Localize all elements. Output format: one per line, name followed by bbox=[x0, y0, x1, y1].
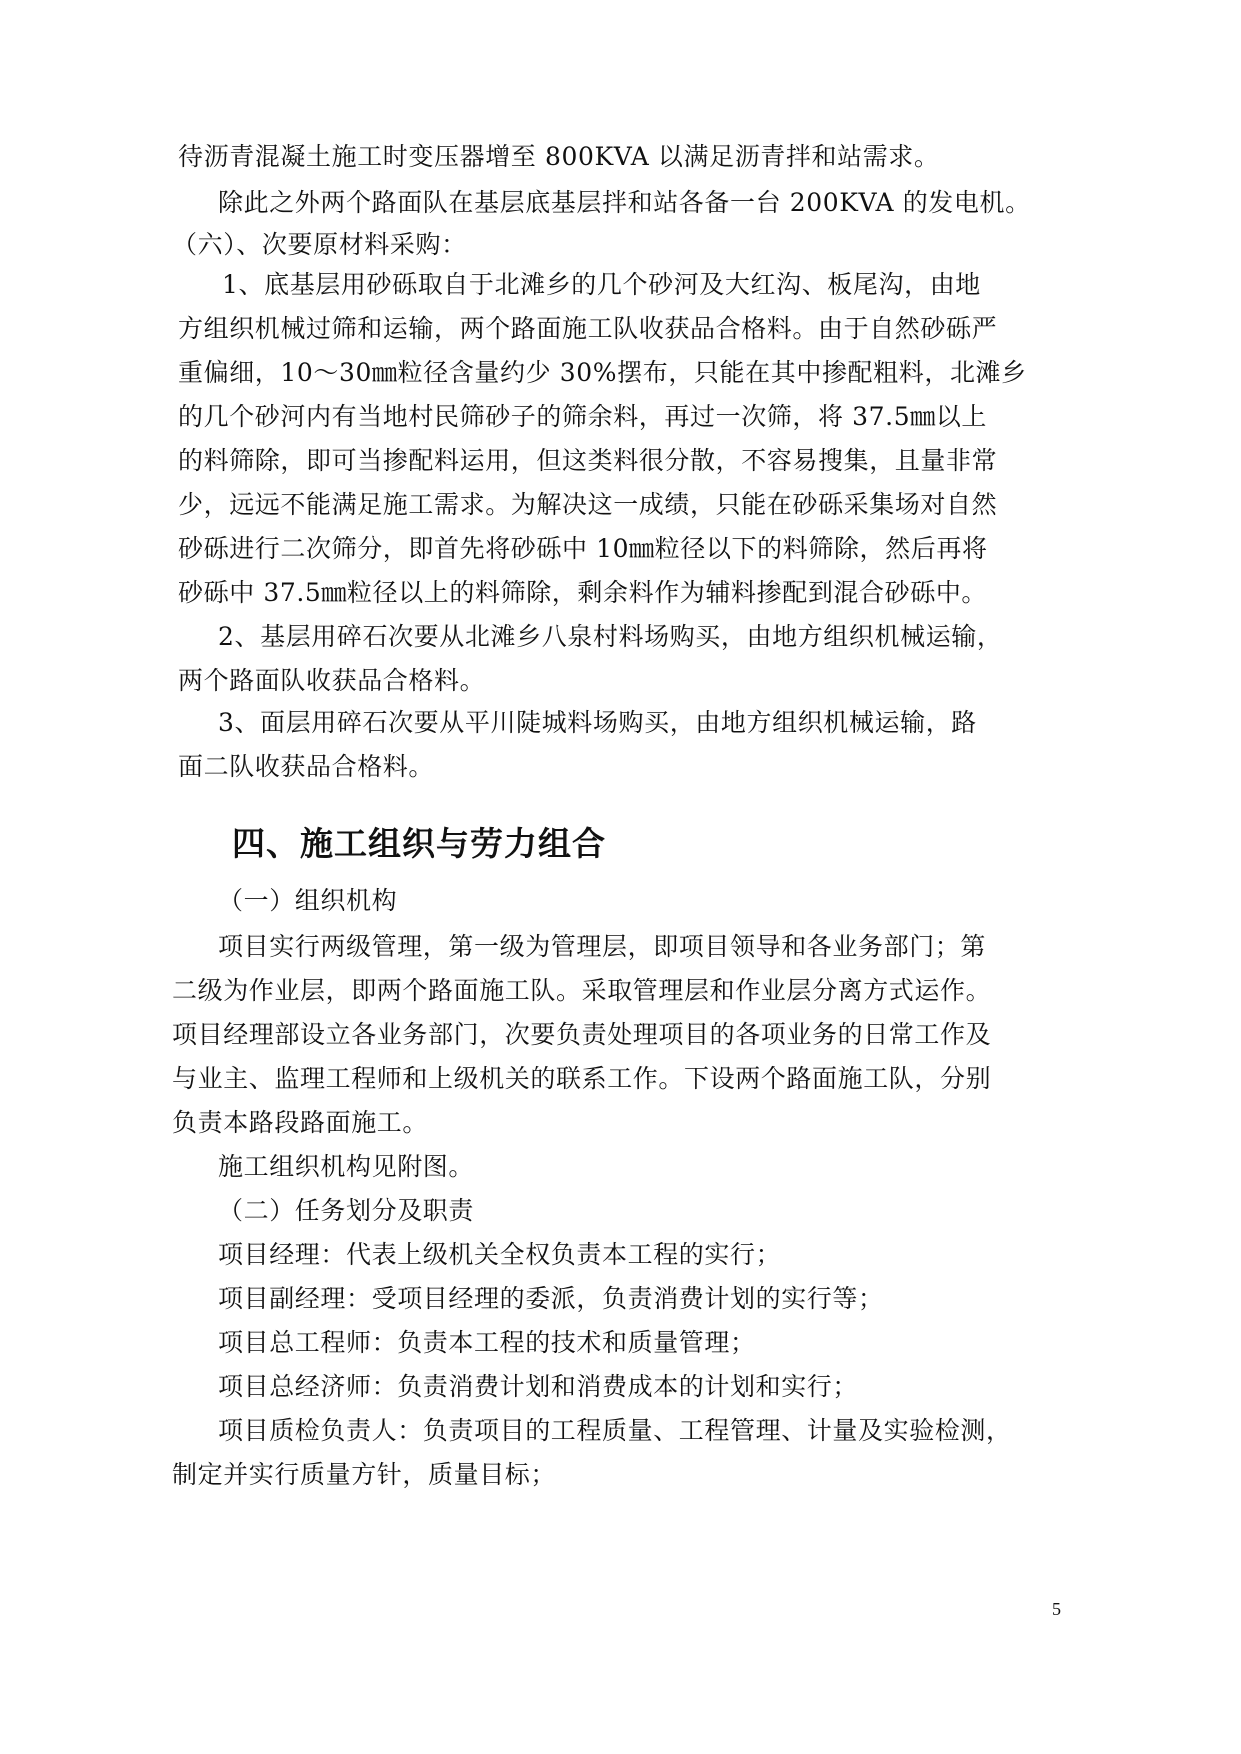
text-line: 二级为作业层，即两个路面施工队。采取管理层和作业层分离方式运作。 bbox=[172, 976, 992, 1005]
text-line: 2、基层用碎石次要从北滩乡八泉村料场购买，由地方组织机械运输， bbox=[218, 622, 1003, 651]
text-line: 重偏细，10～30㎜粒径含量约少 30%摆布，只能在其中掺配粗料，北滩乡 bbox=[178, 358, 1027, 387]
chapter-heading: 四、施工组织与劳力组合 bbox=[232, 824, 606, 863]
text-line: 两个路面队收获品合格料。 bbox=[178, 666, 486, 695]
text-line: 1、底基层用砂砾取自于北滩乡的几个砂河及大红沟、板尾沟，由地 bbox=[222, 270, 981, 299]
text-line: 3、面层用碎石次要从平川陡城料场购买，由地方组织机械运输，路 bbox=[218, 708, 977, 737]
text-line: 的料筛除，即可当掺配料运用，但这类料很分散，不容易搜集，且量非常 bbox=[178, 446, 998, 475]
text-line: 待沥青混凝土施工时变压器增至 800KVA 以满足沥青拌和站需求。 bbox=[178, 142, 940, 171]
text-line: 项目总经济师：负责消费计划和消费成本的计划和实行； bbox=[218, 1372, 859, 1401]
text-line: 负责本路段路面施工。 bbox=[172, 1108, 429, 1137]
text-line: 砂砾中 37.5㎜粒径以上的料筛除，剩余料作为辅料掺配到混合砂砾中。 bbox=[178, 578, 988, 607]
text-line: 的几个砂河内有当地村民筛砂子的筛余料，再过一次筛，将 37.5㎜以上 bbox=[178, 402, 988, 431]
text-line: 项目经理部设立各业务部门，次要负责处理项目的各项业务的日常工作及 bbox=[172, 1020, 992, 1049]
text-line: 施工组织机构见附图。 bbox=[218, 1152, 475, 1181]
text-line: 制定并实行质量方针，质量目标； bbox=[172, 1460, 557, 1489]
text-line: 方组织机械过筛和运输，两个路面施工队收获品合格料。由于自然砂砾严 bbox=[178, 314, 998, 343]
text-line: 与业主、监理工程师和上级机关的联系工作。下设两个路面施工队，分别 bbox=[172, 1064, 992, 1093]
text-line: 项目质检负责人：负责项目的工程质量、工程管理、计量及实验检测， bbox=[218, 1416, 1012, 1445]
text-line: 除此之外两个路面队在基层底基层拌和站各备一台 200KVA 的发电机。 bbox=[218, 188, 1031, 217]
section-subheading: （二）任务划分及职责 bbox=[218, 1196, 475, 1225]
text-line: 项目经理：代表上级机关全权负责本工程的实行； bbox=[218, 1240, 782, 1269]
text-line: 项目副经理：受项目经理的委派，负责消费计划的实行等； bbox=[218, 1284, 884, 1313]
text-line: 项目总工程师：负责本工程的技术和质量管理； bbox=[218, 1328, 756, 1357]
text-line: 项目实行两级管理，第一级为管理层，即项目领导和各业务部门；第 bbox=[218, 932, 987, 961]
page-number: 5 bbox=[1052, 1599, 1061, 1619]
text-line: 面二队收获品合格料。 bbox=[178, 752, 435, 781]
text-line: 少，远远不能满足施工需求。为解决这一成绩，只能在砂砾采集场对自然 bbox=[178, 490, 998, 519]
section-subheading: （六）、次要原材料采购： bbox=[172, 230, 467, 259]
section-subheading: （一）组织机构 bbox=[218, 886, 398, 915]
text-line: 砂砾进行二次筛分，即首先将砂砾中 10㎜粒径以下的料筛除，然后再将 bbox=[178, 534, 988, 563]
